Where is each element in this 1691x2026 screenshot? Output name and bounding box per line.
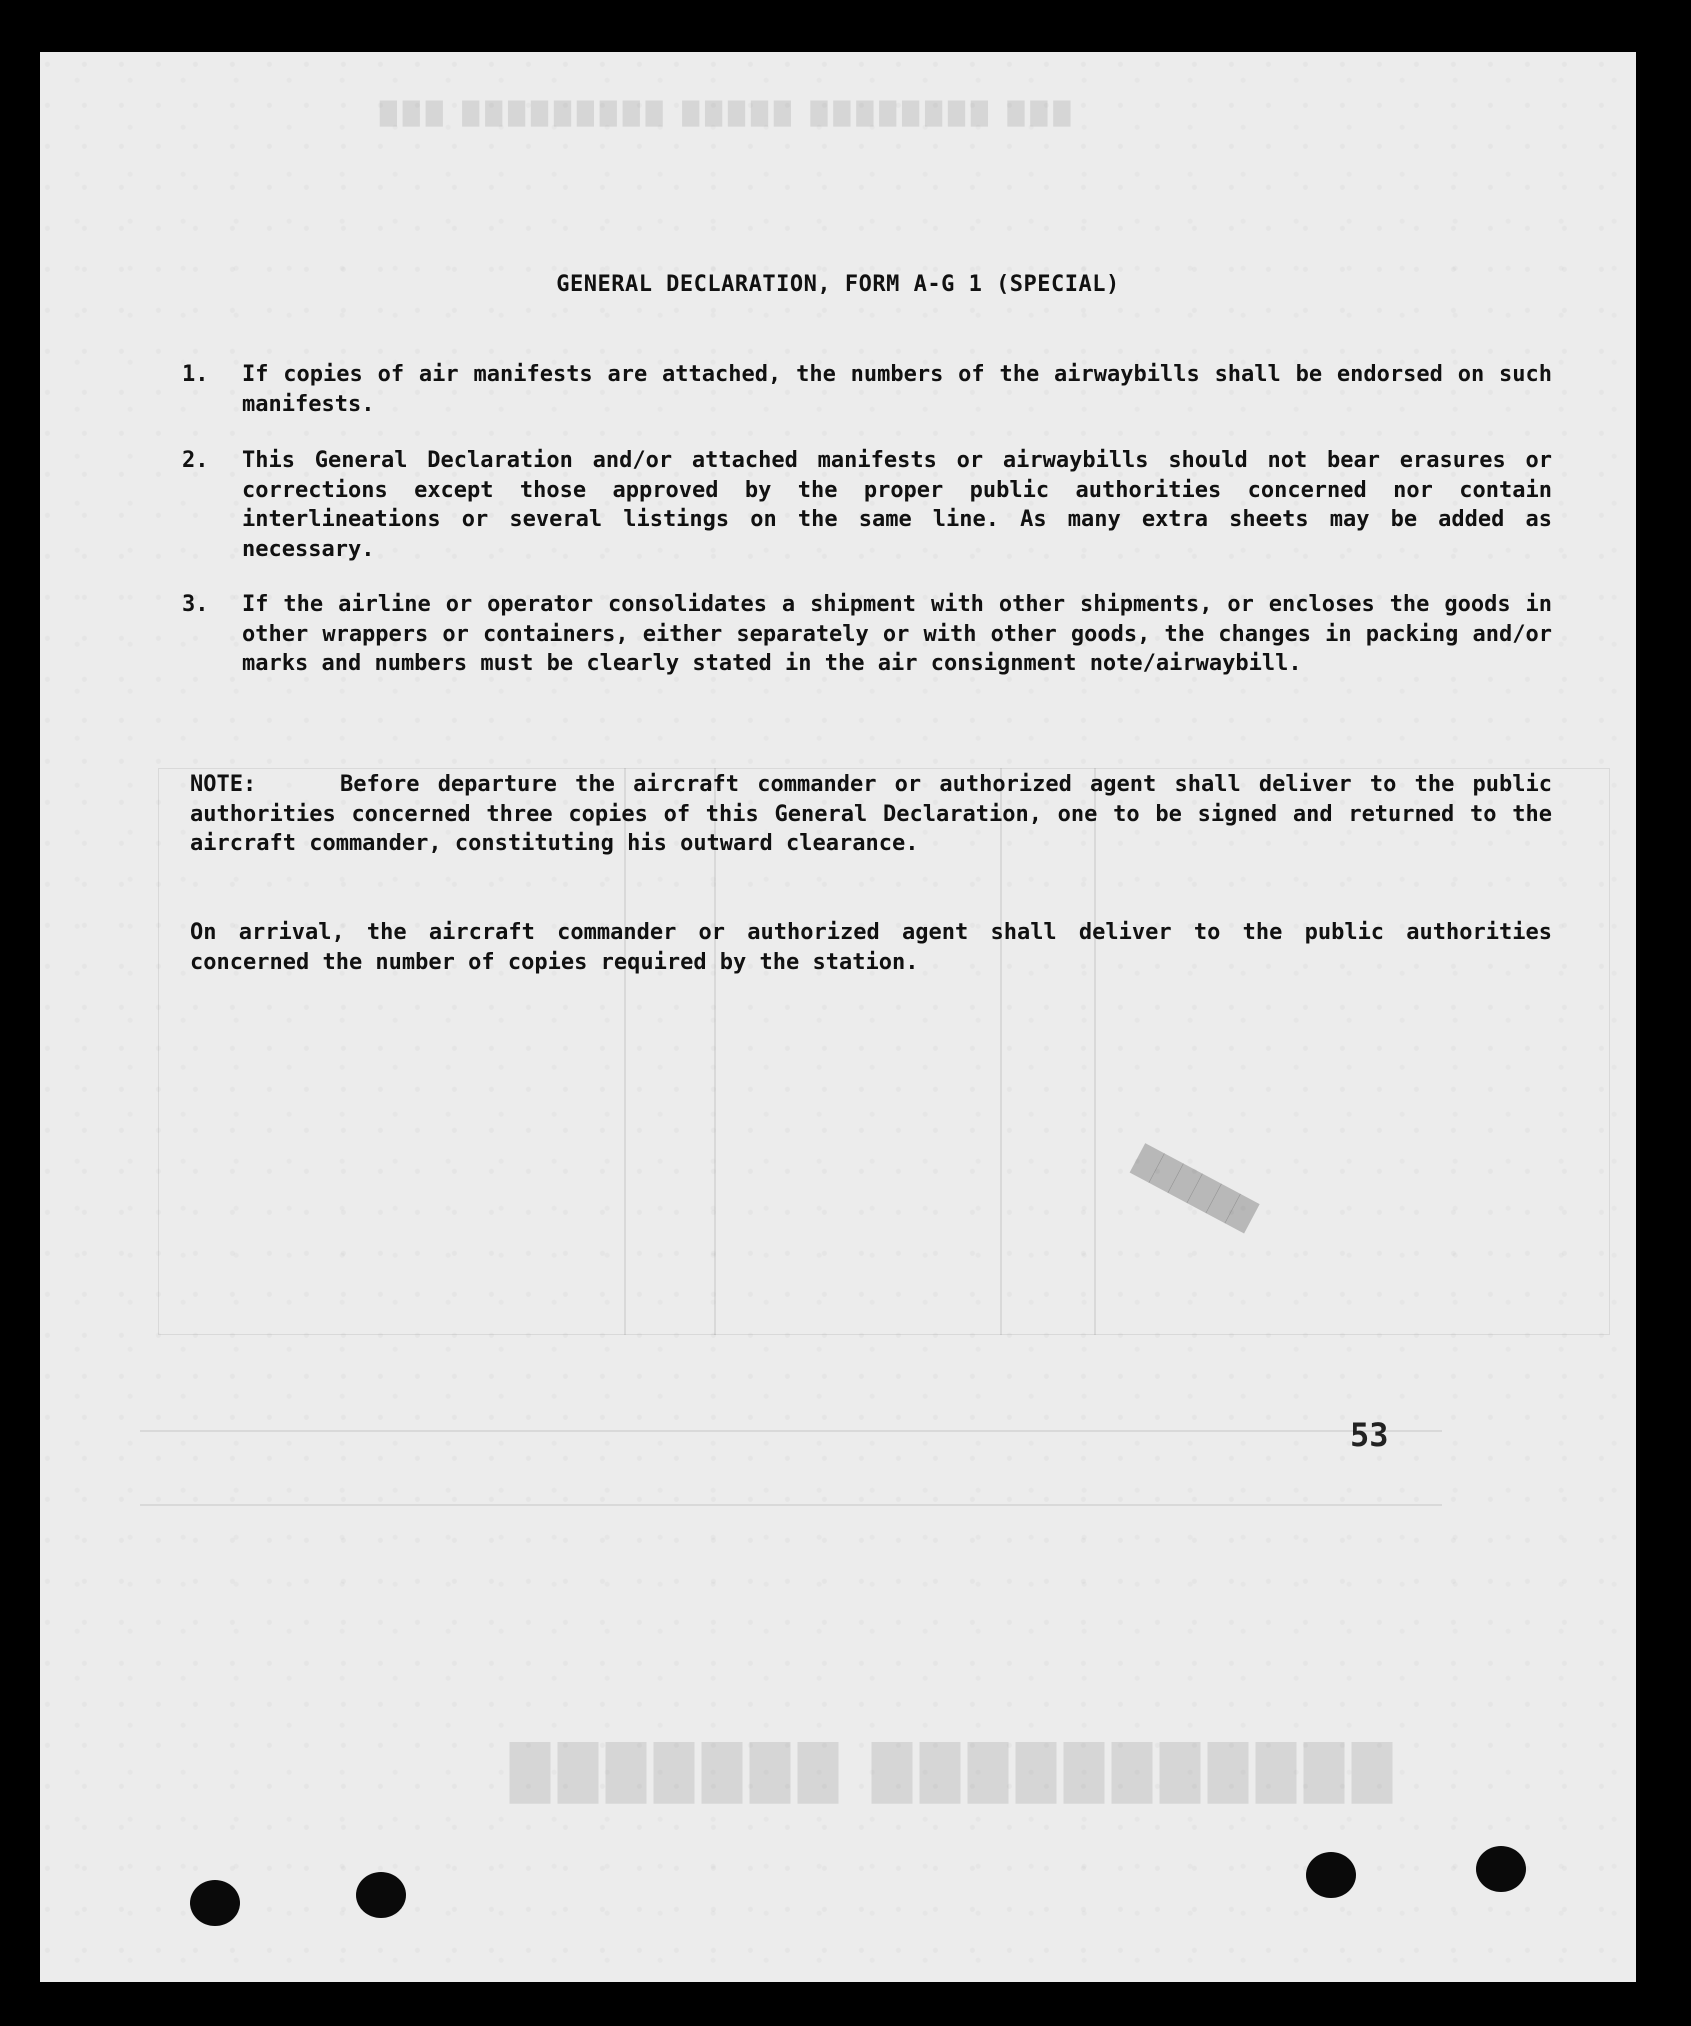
document-page — [40, 52, 1636, 1982]
list-item — [182, 590, 1552, 679]
bleed-through-rule — [140, 1504, 1442, 1506]
faded-stamp: ██████ — [1129, 1143, 1260, 1234]
punch-hole — [1476, 1846, 1526, 1892]
item-number: 1. — [182, 362, 209, 387]
item-number: 3. — [182, 592, 209, 617]
note-text: Before departure the aircraft commander or authorized agent shall deliver to the public authorities concerned three copies of this General Declaration, one to be signed and returned to the aircraft commander, constituting his outward clearance. — [190, 772, 1552, 856]
arrival-paragraph: On arrival, the aircraft commander or authorized agent shall deliver to the public authorities concerned the number of copies required by the station. — [190, 920, 1552, 975]
item-text: If copies of air manifests are attached, the numbers of the airwaybills shall be endorsed on such manifests. — [242, 362, 1552, 417]
note-paragraph — [190, 770, 1552, 859]
list-item — [182, 446, 1552, 564]
item-text: This General Declaration and/or attached manifests or airwaybills should not bear erasures or corrections except those approved by the proper public authorities concerned nor contain interlineations or several listings on the same line. As many extra sheets may be added as necessary. — [242, 448, 1552, 562]
item-number: 2. — [182, 448, 209, 473]
bleed-through-heading: ███ █████████ █████ ████████ ███ — [380, 100, 1077, 126]
document-title: GENERAL DECLARATION, FORM A-G 1 (SPECIAL) — [556, 272, 1120, 297]
item-text: If the airline or operator consolidates a shipment with other shipments, or encloses the goods in other wrappers or containers, either separately or with other goods, the changes in packing and/or marks and numbers must be clearly stated in the air consignment note/airwaybill. — [242, 592, 1552, 676]
list-item — [182, 360, 1552, 419]
punch-hole — [1306, 1852, 1356, 1898]
bleed-through-rule — [140, 1430, 1442, 1432]
bleed-through-heading: ███████ ███████████ — [510, 1742, 1400, 1803]
punch-hole — [356, 1872, 406, 1918]
page-number: 53 — [1350, 1416, 1389, 1454]
note-label: NOTE: — [190, 772, 257, 797]
punch-hole — [190, 1880, 240, 1926]
